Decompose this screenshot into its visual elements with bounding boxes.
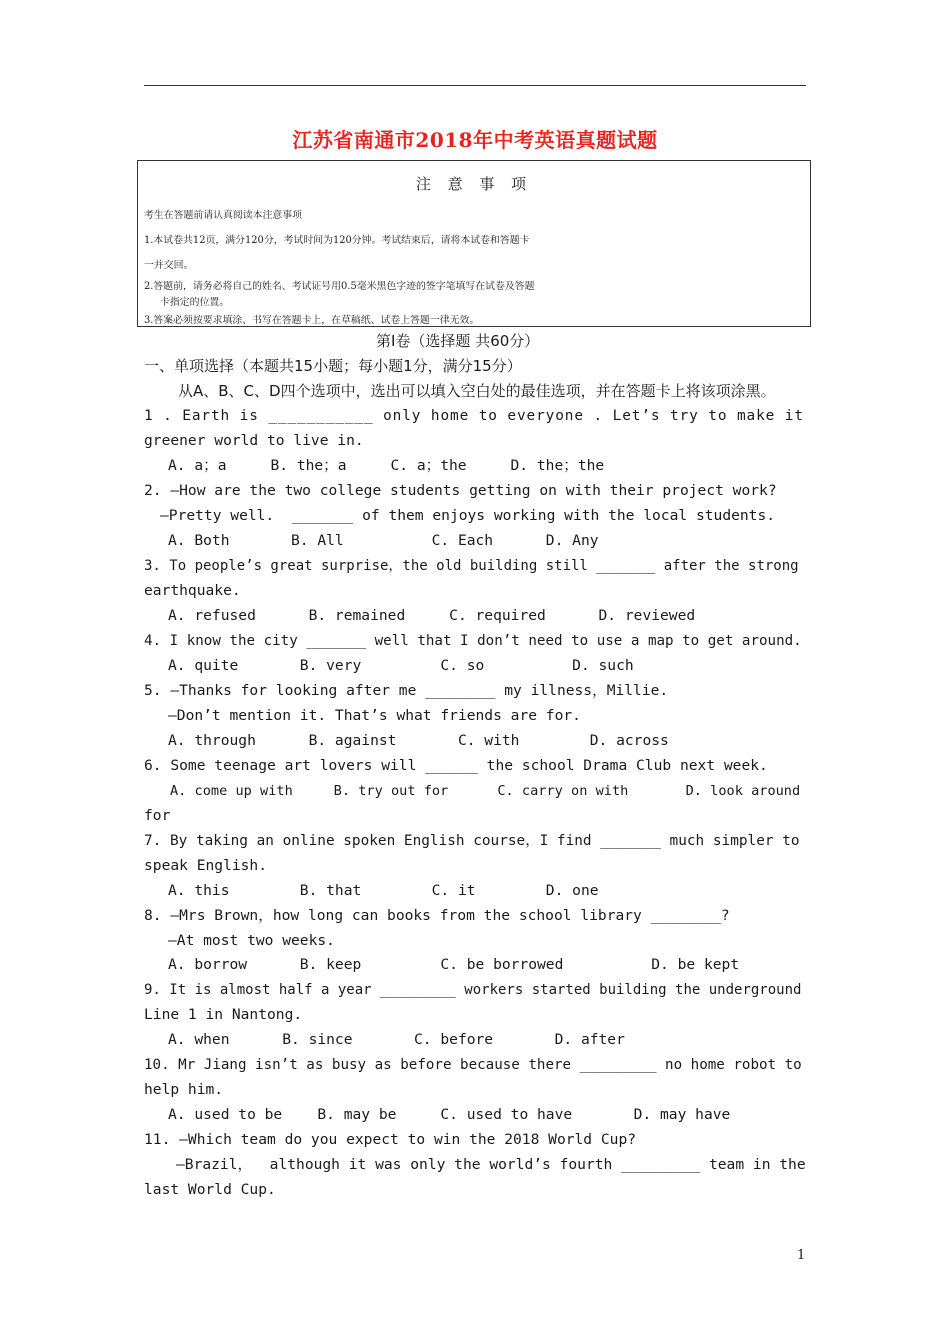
question-11-line: —Brazil， although it was only the world’s fourth _________ team in the: [176, 1156, 806, 1173]
question-10-line: help him.: [144, 1081, 224, 1098]
question-6-line: for: [144, 807, 171, 824]
question-2-options: A. Both B. All C. Each D. Any: [168, 532, 599, 549]
notice-line: 1.本试卷共12页，满分120分，考试时间为120分钟。考试结束后，请将本试卷和答题卡: [144, 235, 530, 246]
notice-line: 考生在答题前请认真阅读本注意事项: [144, 210, 303, 221]
question-4-line: 4. I know the city _______ well that I don’t need to use a map to get around.: [144, 633, 802, 649]
part-heading: 一、单项选择（本题共15小题；每小题1分，满分15分）: [144, 357, 522, 375]
notice-title: 注 意 事 项: [415, 175, 533, 193]
question-4-options: A. quite B. very C. so D. such: [168, 657, 634, 674]
question-11-line: 11. —Which team do you expect to win the 2018 World Cup?: [144, 1131, 637, 1148]
question-7-line: speak English.: [144, 857, 268, 874]
question-9-options: A. when B. since C. before D. after: [168, 1031, 625, 1048]
notice-line: 3.答案必须按要求填涂、书写在答题卡上，在草稿纸、试卷上答题一律无效。: [144, 315, 480, 326]
page-number: 1: [797, 1248, 806, 1263]
question-8-options: A. borrow B. keep C. be borrowed D. be kept: [168, 956, 740, 973]
question-11-line: last World Cup.: [144, 1181, 276, 1198]
instruction: 从A、B、C、D四个选项中，选出可以填入空白处的最佳选项，并在答题卡上将该项涂黑。: [178, 382, 776, 400]
question-10-options: A. used to be B. may be C. used to have D. may have: [168, 1106, 731, 1123]
top-rule: [144, 85, 806, 86]
question-2-line: —Pretty well. _______ of them enjoys working with the local students.: [160, 507, 776, 524]
question-8-line: —At most two weeks.: [168, 932, 335, 949]
question-5-line: —Don’t mention it. That’s what friends are for.: [168, 707, 581, 724]
question-5-options: A. through B. against C. with D. across: [168, 732, 669, 749]
question-8-line: 8. —Mrs Brown，how long can books from the school library ________?: [144, 907, 730, 924]
question-10-line: 10. Mr Jiang isn’t as busy as before because there _________ no home robot to: [144, 1057, 802, 1073]
question-1-options: A. a；a B. the；a C. a；the D. the；the: [168, 457, 605, 474]
question-1-line: 1 . Earth is ___________ only home to everyone . Let’s try to make it: [144, 408, 804, 424]
question-1-line: greener world to live in.: [144, 432, 364, 449]
notice-line: 2.答题前，请务必将自己的姓名、考试证号用0.5毫米黑色字迹的签字笔填写在试卷及答题: [144, 281, 535, 292]
question-7-line: 7. By taking an online spoken English course，I find _______ much simpler to: [144, 833, 800, 849]
volume-heading: 第Ⅰ卷（选择题 共60分）: [376, 332, 540, 350]
question-6-line: 6. Some teenage art lovers will ______ the school Drama Club next week.: [144, 757, 768, 774]
question-3-line: 3. To people’s great surprise，the old building still _______ after the strong: [144, 558, 799, 574]
question-6-options: A. come up with B. try out for C. carry on with D. look around: [170, 783, 801, 799]
question-3-line: earthquake.: [144, 582, 241, 599]
question-3-options: A. refused B. remained C. required D. reviewed: [168, 607, 696, 624]
notice-line: 一并交回。: [144, 260, 194, 271]
question-5-line: 5. —Thanks for looking after me ________ my illness，Millie.: [144, 682, 669, 699]
notice-box: [137, 160, 811, 327]
page-title: 江苏省南通市2018年中考英语真题试题: [292, 128, 658, 152]
notice-line: 卡指定的位置。: [160, 297, 230, 308]
question-2-line: 2. —How are the two college students getting on with their project work?: [144, 482, 777, 499]
question-9-line: Line 1 in Nantong.: [144, 1006, 303, 1023]
question-7-options: A. this B. that C. it D. one: [168, 882, 599, 899]
question-9-line: 9. It is almost half a year _________ workers started building the underground: [144, 982, 802, 998]
